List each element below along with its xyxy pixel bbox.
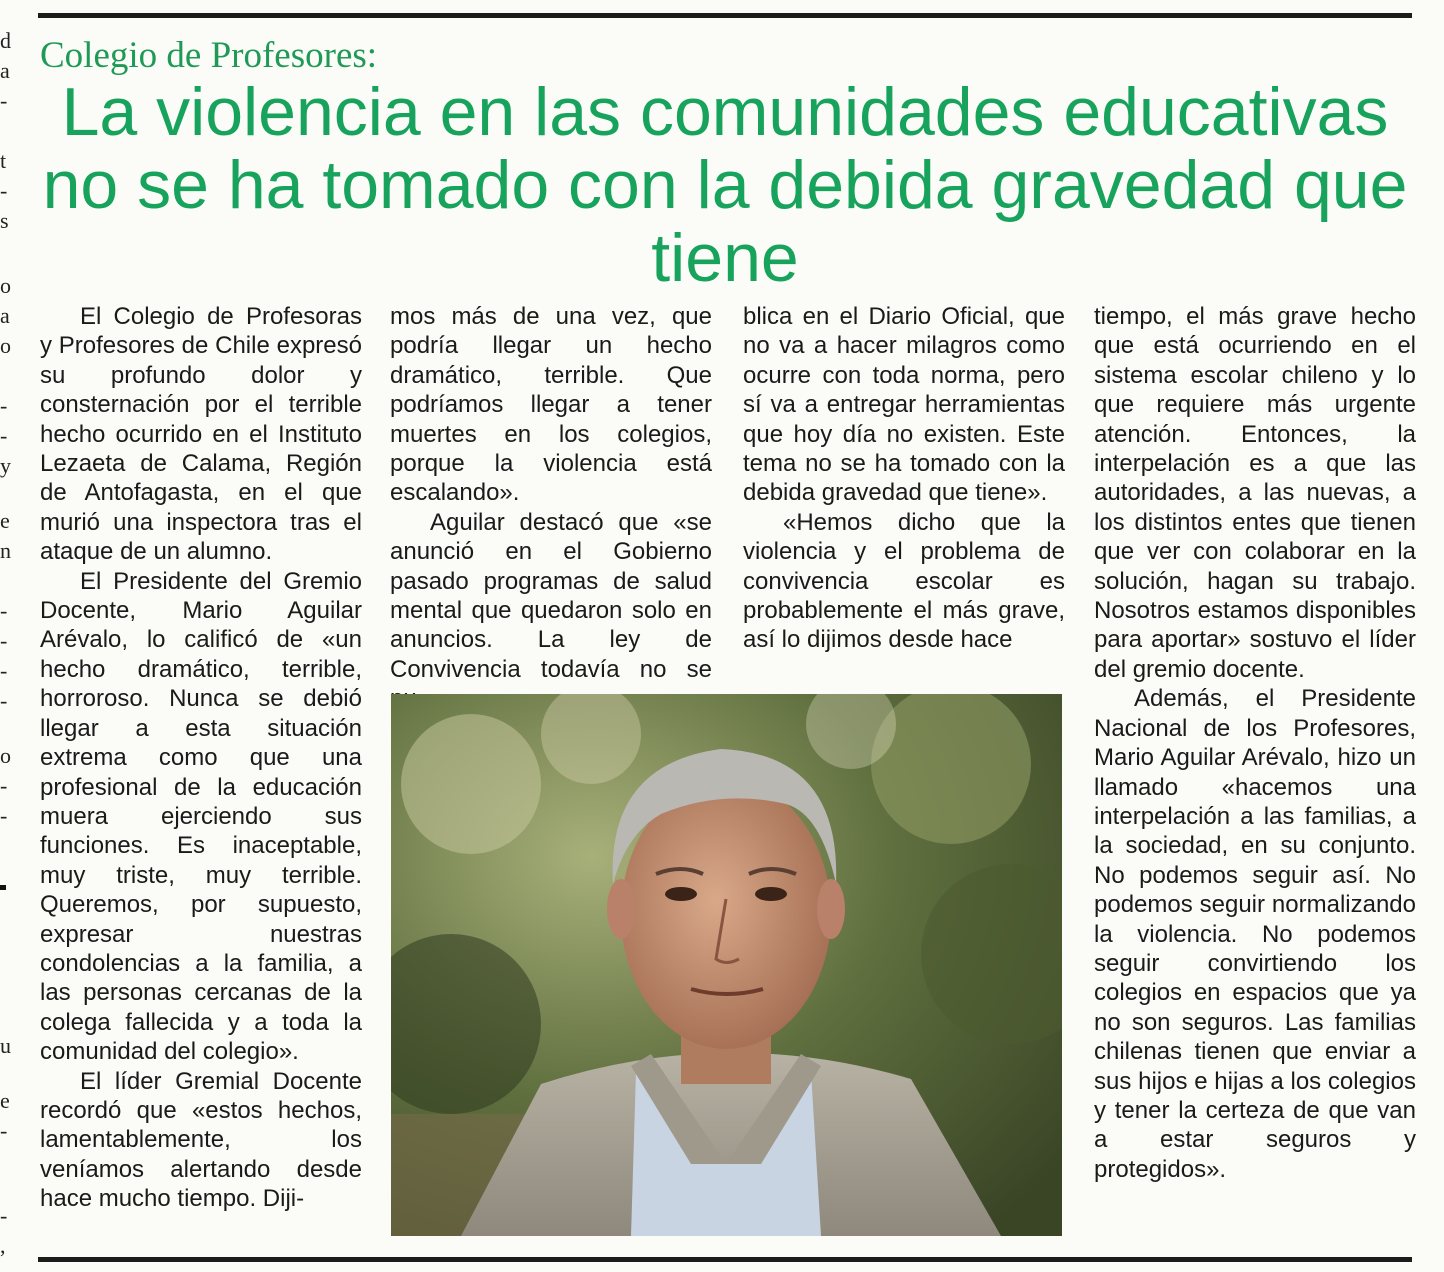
edge-letter: e [0, 1088, 10, 1113]
edge-letter: - [0, 178, 8, 203]
edge-letter: - [0, 658, 8, 683]
article-column-2 [390, 302, 712, 714]
edge-letter: s [0, 208, 9, 233]
edge-letter: a [0, 58, 10, 83]
article-column-3 [743, 302, 1065, 655]
edge-letter: - [0, 688, 8, 713]
edge-letter: - [0, 423, 8, 448]
article-headline: La violencia en las comunidades educativas no se ha tomado con la debida gravedad que tiene [42, 74, 1408, 296]
edge-letter: e [0, 508, 10, 533]
paragraph: El Colegio de Profesoras y Profesores de Chile expresó su profundo dolor y consternación por el terrible hecho ocurrido en el Instituto Lezaeta de Calama, Región de Antofagasta, en el que murió una inspectora tras el ataque de un alumno. [40, 303, 362, 566]
paragraph: El Presidente del Gremio Docente, Mario Aguilar Arévalo, lo calificó de «un hecho dramático, terrible, horroroso. Nunca se debió llegar a esta situación extrema como que una profesional de la educación muera ejerciendo sus funciones. Es inaceptable, muy triste, muy terrible. Queremos, por supuesto, expresar nuestras condolencias a la familia, a las personas cercanas de la colega fallecida y a toda la comunidad del colegio». [40, 567, 362, 1066]
paragraph: Además, el Presidente Nacional de los Profesores, Mario Aguilar Arévalo, hizo un llamado «hacemos una interpelación a las familias, a la sociedad, en su conjunto. No podemos seguir así. No podemos seguir normalizando la violencia. No podemos seguir convirtiendo los colegios en espacios que ya no son seguros. Las familias chilenas tienen que enviar a sus hijos e hijas a los colegios y tener la certeza de que van a estar seguros y protegidos». [1094, 685, 1416, 1183]
paragraph: El líder Gremial Docente recordó que «estos hechos, lamentablemente, los veníamos alertando desde hace mucho tiempo. Diji- [40, 1067, 362, 1213]
edge-letter: o [0, 333, 11, 358]
edge-letter: - [0, 803, 8, 828]
edge-mark [0, 885, 6, 890]
edge-letter: - [0, 393, 8, 418]
edge-letter: t [0, 148, 7, 173]
paragraph: tiempo, el más grave hecho que está ocurriendo en el sistema escolar chileno y lo que requiere más urgente atención. Entonces, la interpelación es a que las autoridades, a las nuevas, a los distintos entes que tienen que ver con colaborar en la solución, hagan su trabajo. Nosotros estamos disponibles para aportar» sostuvo el líder del gremio docente. [1094, 303, 1416, 683]
edge-letter: , [0, 1233, 6, 1258]
edge-letter: n [0, 538, 11, 563]
edge-letter: o [0, 273, 11, 298]
edge-letter: d [0, 28, 11, 53]
top-rule [38, 13, 1412, 18]
paragraph: «Hemos dicho que la violencia y el problema de convivencia escolar es probablemente el más grave, así lo dijimos desde hace [743, 508, 1065, 654]
previous-column-edge [0, 0, 16, 1272]
edge-letter: u [0, 1033, 11, 1058]
edge-letter: y [0, 453, 11, 478]
edge-letter: - [0, 1118, 8, 1143]
article-photo [391, 694, 1062, 1236]
paragraph: mos más de una vez, que podría llegar un hecho dramático, terrible. Que podríamos llegar a tener muertes en los colegios, porque la violencia está escalando». [390, 303, 712, 507]
edge-letter: o [0, 743, 11, 768]
edge-letter: - [0, 598, 8, 623]
article-column-1 [40, 302, 362, 1214]
bottom-rule [38, 1257, 1412, 1262]
edge-letter: - [0, 1203, 8, 1228]
edge-letter: - [0, 773, 8, 798]
article-kicker: Colegio de Profesores: [40, 35, 378, 76]
edge-letter: - [0, 88, 8, 113]
paragraph: Aguilar destacó que «se anunció en el Gobierno pasado programas de salud mental que quedaron solo en anuncios. La ley de Convivencia todavía no se [390, 508, 712, 683]
edge-letter: - [0, 628, 8, 653]
edge-letter: a [0, 303, 10, 328]
paragraph: blica en el Diario Oficial, que no va a hacer milagros como ocurre con toda norma, pero sí va a entregar herramientas que hoy día no existen. Este tema no se ha tomado con la debida gravedad que tiene». [743, 303, 1065, 507]
article-column-4 [1094, 302, 1416, 1184]
